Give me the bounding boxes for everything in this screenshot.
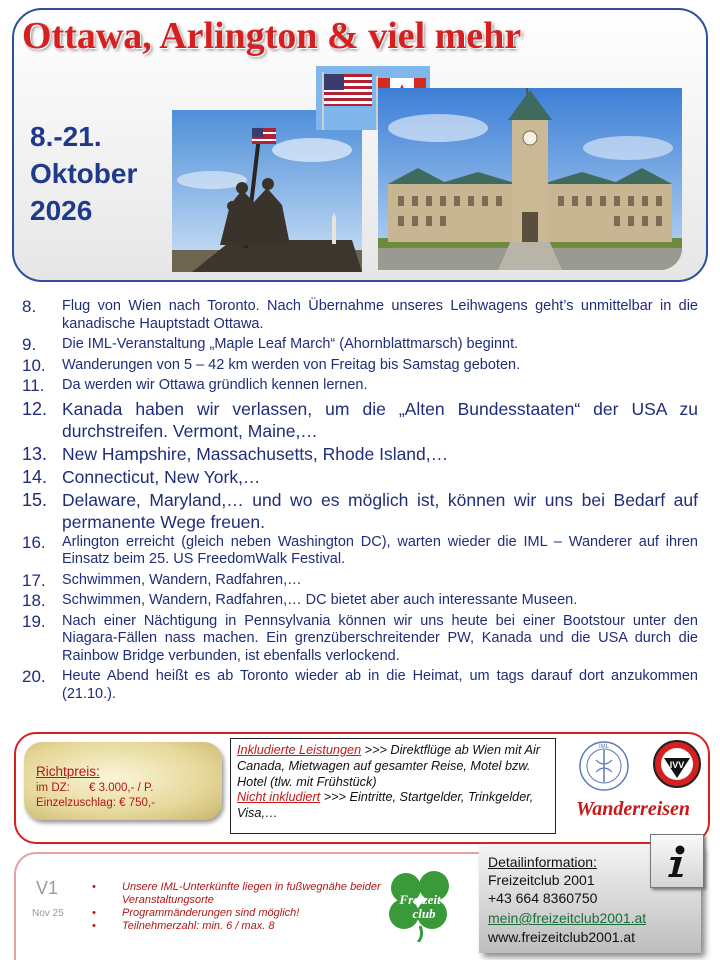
itinerary-item (22, 357, 698, 375)
note-item: • Programmänderungen sind möglich! (92, 907, 382, 920)
inclusions-box (230, 738, 556, 834)
date-line-days: 8.-21. (30, 121, 102, 152)
included-label: Inkludierte Leistungen (237, 743, 362, 757)
day-text: Die IML-Veranstaltung „Maple Leaf March“ (Ahornblattmarsch) beginnt. (62, 336, 519, 352)
itinerary-item (22, 377, 698, 395)
date-line-year: 2026 (30, 195, 93, 226)
included-text: >>> Direktflüge ab Wien mit Air Canada, Mietwagen auf gesamter Reise, Motel bzw. Hotel (tlw. mit Frühstück) (237, 743, 541, 789)
day-text: Heute Abend heißt es ab Toronto wieder ab in die Heimat, um tags darauf dort anzukommen (21.10.). (62, 668, 698, 702)
detail-club-name: Freizeitclub 2001 (488, 872, 595, 888)
us-flag-icon (324, 74, 372, 106)
day-number: 8. (22, 297, 37, 316)
day-text: Wanderungen von 5 – 42 km werden von Freitag bis Samstag geboten. (62, 356, 521, 373)
day-text: Connecticut, New York,… (62, 466, 261, 487)
trip-dates (30, 118, 137, 229)
itinerary-item (22, 336, 698, 354)
partner-logos (578, 738, 704, 801)
detail-website: www.freizeitclub2001.at (488, 929, 636, 945)
itinerary-item (22, 466, 698, 488)
day-number: 17. (22, 570, 46, 590)
iml-logo-text: IML (598, 744, 610, 750)
day-number: 18. (22, 591, 46, 610)
day-number: 10. (22, 355, 46, 375)
parliament-photo (378, 88, 682, 270)
page-title: Ottawa, Arlington & viel mehr (22, 15, 522, 57)
memorial-photo (172, 110, 362, 272)
freizeitclub-logo (384, 866, 458, 947)
day-number: 16. (22, 532, 46, 552)
itinerary-item (22, 613, 698, 666)
day-text: Delaware, Maryland,… und wo es möglich ist, können wir uns bei Bedarf auf permanente Wege freuen. (62, 489, 698, 532)
detail-email-link[interactable]: mein@freizeitclub2001.at (488, 910, 647, 926)
club-logo-line2: club (412, 906, 436, 921)
itinerary-item (22, 398, 698, 442)
day-number: 14. (22, 466, 48, 487)
wanderreisen-brand: Wanderreisen (575, 798, 691, 820)
price-single-supplement: Einzelzuschlag: € 750,- (36, 797, 155, 809)
detail-phone: +43 664 8360750 (488, 890, 598, 906)
itinerary-item (22, 592, 698, 610)
day-text: Schwimmen, Wandern, Radfahren,… DC bietet aber auch interessante Museen. (62, 592, 578, 608)
date-line-month: Oktober (30, 158, 138, 189)
day-number: 19. (22, 611, 46, 631)
day-number: 13. (22, 443, 48, 464)
notes-list (92, 881, 382, 933)
note-item: • Unsere IML-Unterkünfte liegen in fußwegnähe beider Veranstaltungsorte (92, 881, 382, 907)
day-text: Flug von Wien nach Toronto. Nach Übernahme unseres Leihwagens geht’s unmittelbar in die kanadische Hauptstadt Ottawa. (62, 298, 698, 332)
day-number: 11. (22, 376, 45, 395)
price-card (24, 742, 222, 820)
day-text: Da werden wir Ottawa gründlich kennen lernen. (62, 377, 368, 393)
version-date: Nov 25 (32, 908, 64, 919)
itinerary-item (22, 489, 698, 533)
excluded-label: Nicht inkludiert (237, 790, 321, 805)
ivv-logo-text: IVV (669, 760, 685, 770)
info-icon (650, 834, 704, 888)
day-text: Schwimmen, Wandern, Radfahren,… (62, 571, 302, 588)
ivv-logo-icon (654, 741, 700, 787)
day-text: Nach einer Nächtigung in Pennsylvania können wir uns heute bei einer Bootstour unter den Niagara-Fällen nass machen. Ein grenzüberschreitender PW, Kanada und die USA durch die Rainbow Bridge verbunden, ist ebenfalls verlockend. (62, 612, 698, 664)
day-text: Kanada haben wir verlassen, um die „Alten Bundesstaaten“ der USA zu durchstreifen. Vermont, Maine,… (62, 398, 698, 441)
itinerary-item (22, 443, 698, 465)
detail-title: Detailinformation: (488, 854, 597, 870)
iml-logo-icon (580, 742, 628, 790)
itinerary-item (22, 572, 698, 590)
note-item: • Teilnehmerzahl: min. 6 / max. 8 (92, 920, 382, 933)
itinerary-list (22, 298, 698, 706)
price-title: Richtpreis: (36, 764, 100, 779)
day-number: 12. (22, 398, 48, 419)
itinerary-item (22, 298, 698, 333)
itinerary-item (22, 668, 698, 703)
day-number: 9. (22, 335, 37, 354)
day-number: 20. (22, 667, 46, 686)
itinerary-item (22, 534, 698, 569)
day-text: New Hampshire, Massachusetts, Rhode Island,… (62, 443, 449, 464)
day-number: 15. (22, 489, 48, 510)
club-logo-line1: Freizeit (399, 892, 441, 907)
price-dz-value: € 3.000,- / P. (89, 782, 154, 794)
day-text: Arlington erreicht (gleich neben Washington DC), warten wieder die IML – Wanderer auf ihren Einsatz beim 25. US FreedomWalk Festival. (62, 533, 698, 567)
price-dz-label: im DZ: (36, 782, 70, 794)
excluded-text: >>> Eintritte, Startgelder, Trinkgelder, Visa,… (237, 790, 534, 821)
price-double-room (36, 782, 153, 794)
version-label: V1 (36, 878, 59, 898)
